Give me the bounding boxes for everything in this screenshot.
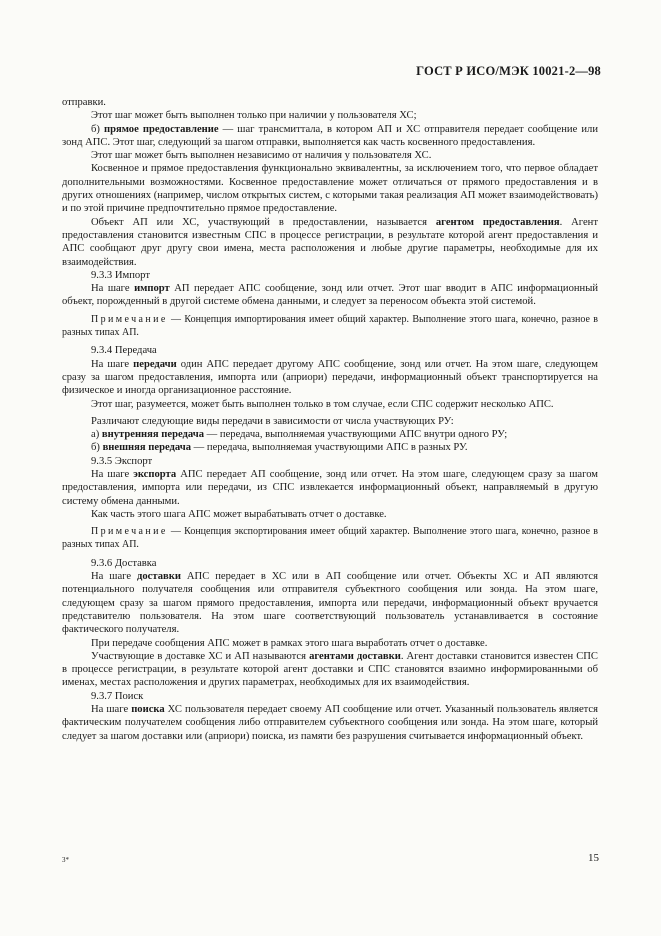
note-label: Примечание [91, 526, 168, 538]
paragraph: Объект АП или ХС, участвующий в предоставлении, называется агентом предоставления. Агент предоставления становится известным СПС в процессе регистрации, в результате которой агент предоставления и АПС сообщают друг другу свои имена, места расположения и любые другие параметры, необходимые для их взаимодействия. [62, 216, 598, 268]
note: Примечание — Концепция экспортирования имеет общий характер. Выполнение этого шага, конечно, разное в разных типах АП. [62, 526, 598, 550]
document-body [62, 96, 598, 743]
paragraph: На шаге импорт АП передает АПС сообщение, зонд или отчет. Этот шаг вводит в АПС информационный объект, порожденный в другой системе обмена данными, и следует за переносом объекта этой системой. [62, 283, 598, 308]
term: прямое предоставление [104, 123, 219, 135]
section-heading: 9.3.7 Поиск [91, 690, 144, 702]
section-heading: 9.3.4 Передача [91, 345, 157, 357]
list-item: а) внутренняя передача — передача, выполняемая участвующими АПС внутри одного РУ; [91, 429, 508, 441]
list-item: б) внешняя передача — передача, выполняемая участвующими АПС в разных РУ. [91, 442, 468, 454]
term: импорт [134, 283, 170, 295]
paragraph: Различают следующие виды передачи в зависимости от числа участвующих РУ: [91, 415, 454, 427]
page-number: 15 [588, 852, 599, 864]
section-heading: 9.3.5 Экспорт [91, 455, 153, 467]
term: передачи [133, 358, 177, 370]
term: внешняя передача [102, 442, 192, 454]
term: агентами доставки [309, 650, 401, 662]
paragraph: На шаге доставки АПС передает в ХС или в АП сообщение или отчет. Объекты ХС и АП являются потенциального получателя сообщения или отправителя субъектного сообщения или зонда. На этом шаге, следующем сразу за шагом прямого предоставления, импорта или передачи, информационный объект вручается представителю пользователя. На этом шаге соответствующий пользователь устанавливается в состояние фактического получателя. [62, 571, 598, 636]
paragraph: Этот шаг, разумеется, может быть выполнен только в том случае, если СПС содержит несколько АПС. [91, 398, 554, 410]
term: внутренняя передача [101, 429, 205, 441]
paragraph: Этот шаг может быть выполнен только при наличии у пользователя ХС; [91, 110, 417, 122]
document-header: ГОСТ Р ИСО/МЭК 10021-2—98 [416, 64, 601, 78]
paragraph: отправки. [62, 97, 106, 108]
paragraph: Этот шаг может быть выполнен независимо от наличия у пользователя ХС. [91, 150, 432, 162]
section-heading: 9.3.3 Импорт [91, 269, 150, 281]
paragraph: На шаге поиска ХС пользователя передает своему АП сообщение или отчет. Указанный пользователь является фактическим получателем сообщения либо отправителем субъектного сообщения или зонда. На этом шаге, который следует за шагом доставки или (априори) поиска, из памяти без разрушения считывается информационный объект. [62, 704, 598, 742]
paragraph: Косвенное и прямое предоставления функционально эквивалентны, за исключением того, что первое обладает дополнительными возможностями. Косвенное предоставление может отличаться от прямого предоставления и в других отношениях (например, числом открытых систем, с которыми такая реализация АП может взаимодействовать) и по этой причине предпочтительно прямое предоставление. [62, 163, 598, 215]
footer-mark: 3* [62, 856, 69, 864]
paragraph: На шаге экспорта АПС передает АП сообщение, зонд или отчет. На этом шаге, следующем сразу за шагом предоставления, импорта или передачи, из СПС извлекается информационный объект, направляемый в другую систему обмена данными. [62, 469, 598, 507]
list-item: б) прямое предоставление — шаг трансмиттала, в котором АП и ХС отправителя передает сообщение или зонд АПС. Этот шаг, следующий за шагом отправки, выполняется как часть косвенного предоставления. [62, 123, 598, 148]
paragraph: Участвующие в доставке ХС и АП называются агентами доставки. Агент доставки становится известен СПС в процессе регистрации, в результате которой агент доставки и СПС становятся взаимно информированными об именах, местах расположения и других параметрах, необходимых для их взаимодействия. [62, 650, 598, 689]
section-heading: 9.3.6 Доставка [91, 557, 157, 569]
term: экспорта [133, 469, 177, 481]
paragraph: При передаче сообщения АПС может в рамках этого шага выработать отчет о доставке. [91, 637, 488, 649]
term: поиска [131, 704, 165, 716]
term: доставки [137, 571, 181, 583]
note-label: Примечание [91, 313, 168, 325]
note: Примечание — Концепция импортирования имеет общий характер. Выполнение этого шага, конечно, разное в разных типах АП. [62, 313, 598, 338]
paragraph: Как часть этого шага АПС может вырабатывать отчет о доставке. [91, 508, 387, 520]
paragraph: На шаге передачи один АПС передает другому АПС сообщение, зонд или отчет. На этом шаге, следующем сразу за шагом предоставления, импорта или (априори) передачи, информационный объект транспортируется на физическое и иногда организационное расстояние. [62, 358, 599, 397]
term: агентом предоставления [435, 216, 560, 228]
